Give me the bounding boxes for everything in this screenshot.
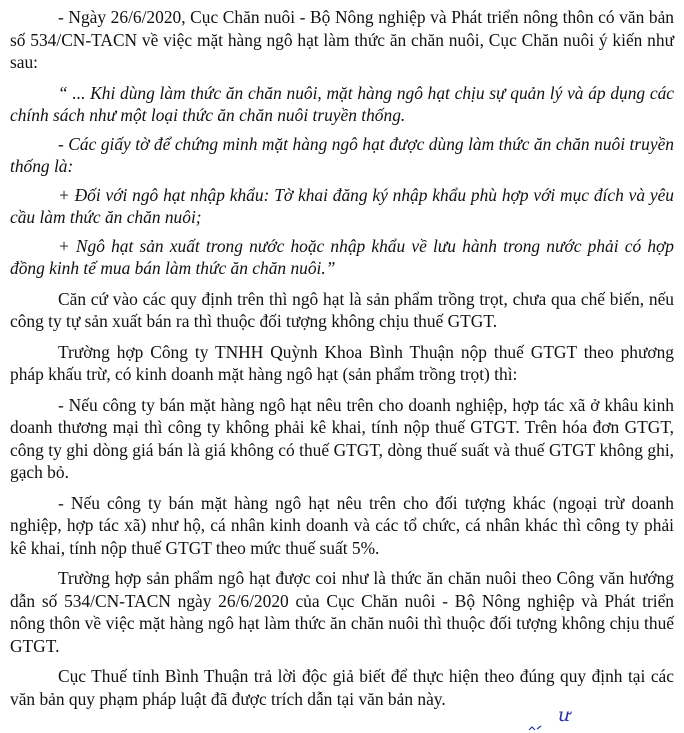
quote-paragraph-2: - Các giấy tờ để chứng minh mặt hàng ngô hạt được dùng làm thức ăn chăn nuôi truyền thống là:	[10, 133, 674, 176]
document-body	[10, 6, 674, 718]
handwritten-initial: ư	[558, 704, 571, 726]
quote-paragraph-1: “ ... Khi dùng làm thức ăn chăn nuôi, mặt hàng ngô hạt chịu sự quản lý và áp dụng các chính sách như một loại thức ăn chăn nuôi truyền thống.	[10, 82, 674, 125]
paragraph-6: Căn cứ vào các quy định trên thì ngô hạt là sản phẩm trồng trọt, chưa qua chế biến, nếu công ty tự sản xuất bán ra thì thuộc đối tượng không chịu thuế GTGT.	[10, 288, 674, 331]
handwritten-tick-mark	[528, 724, 544, 732]
paragraph-11: Cục Thuế tỉnh Bình Thuận trả lời độc giả biết để thực hiện theo đúng quy định tại các văn bản quy phạm pháp luật đã được trích dẫn tại văn bản này.	[10, 666, 674, 709]
paragraph-1: - Ngày 26/6/2020, Cục Chăn nuôi - Bộ Nông nghiệp và Phát triển nông thôn có văn bản số 534/CN-TACN về việc mặt hàng ngô hạt làm thức ăn chăn nuôi, Cục Chăn nuôi ý kiến như sau:	[10, 7, 674, 72]
paragraph-9: - Nếu công ty bán mặt hàng ngô hạt nêu trên cho đối tượng khác (ngoại trừ doanh nghiệp, hợp tác xã) như hộ, cá nhân kinh doanh và các tổ chức, cá nhân khác thì công ty phải kê khai, tính nộp thuế GTGT theo mức thuế suất 5%.	[10, 492, 674, 558]
quote-paragraph-4: + Ngô hạt sản xuất trong nước hoặc nhập khẩu về lưu hành trong nước phải có hợp đồng kinh tế mua bán làm thức ăn chăn nuôi.”	[10, 235, 674, 278]
paragraph-7: Trường hợp Công ty TNHH Quỳnh Khoa Bình Thuận nộp thuế GTGT theo phương pháp khấu trừ, có kinh doanh mặt hàng ngô hạt (sản phẩm trồng trọt) thì:	[10, 341, 674, 384]
quote-paragraph-3: + Đối với ngô hạt nhập khẩu: Tờ khai đăng ký nhập khẩu phù hợp với mục đích và yêu cầu làm thức ăn chăn nuôi;	[10, 184, 674, 227]
paragraph-8: - Nếu công ty bán mặt hàng ngô hạt nêu trên cho doanh nghiệp, hợp tác xã ở khâu kinh doanh thương mại thì công ty không phải kê khai, tính nộp thuế GTGT. Trên hóa đơn GTGT, công ty ghi dòng giá bán là giá không có thuế GTGT, dòng thuế suất và thuế GTGT không ghi, gạch bỏ.	[10, 394, 674, 482]
paragraph-10: Trường hợp sản phẩm ngô hạt được coi như là thức ăn chăn nuôi theo Công văn hướng dẫn số 534/CN-TACN ngày 26/6/2020 của Cục Chăn nuôi - Bộ Nông nghiệp và Phát triển nông thôn về việc mặt hàng ngô hạt làm thức ăn chăn nuôi thì thuộc đối tượng không chịu thuế GTGT.	[10, 568, 674, 656]
